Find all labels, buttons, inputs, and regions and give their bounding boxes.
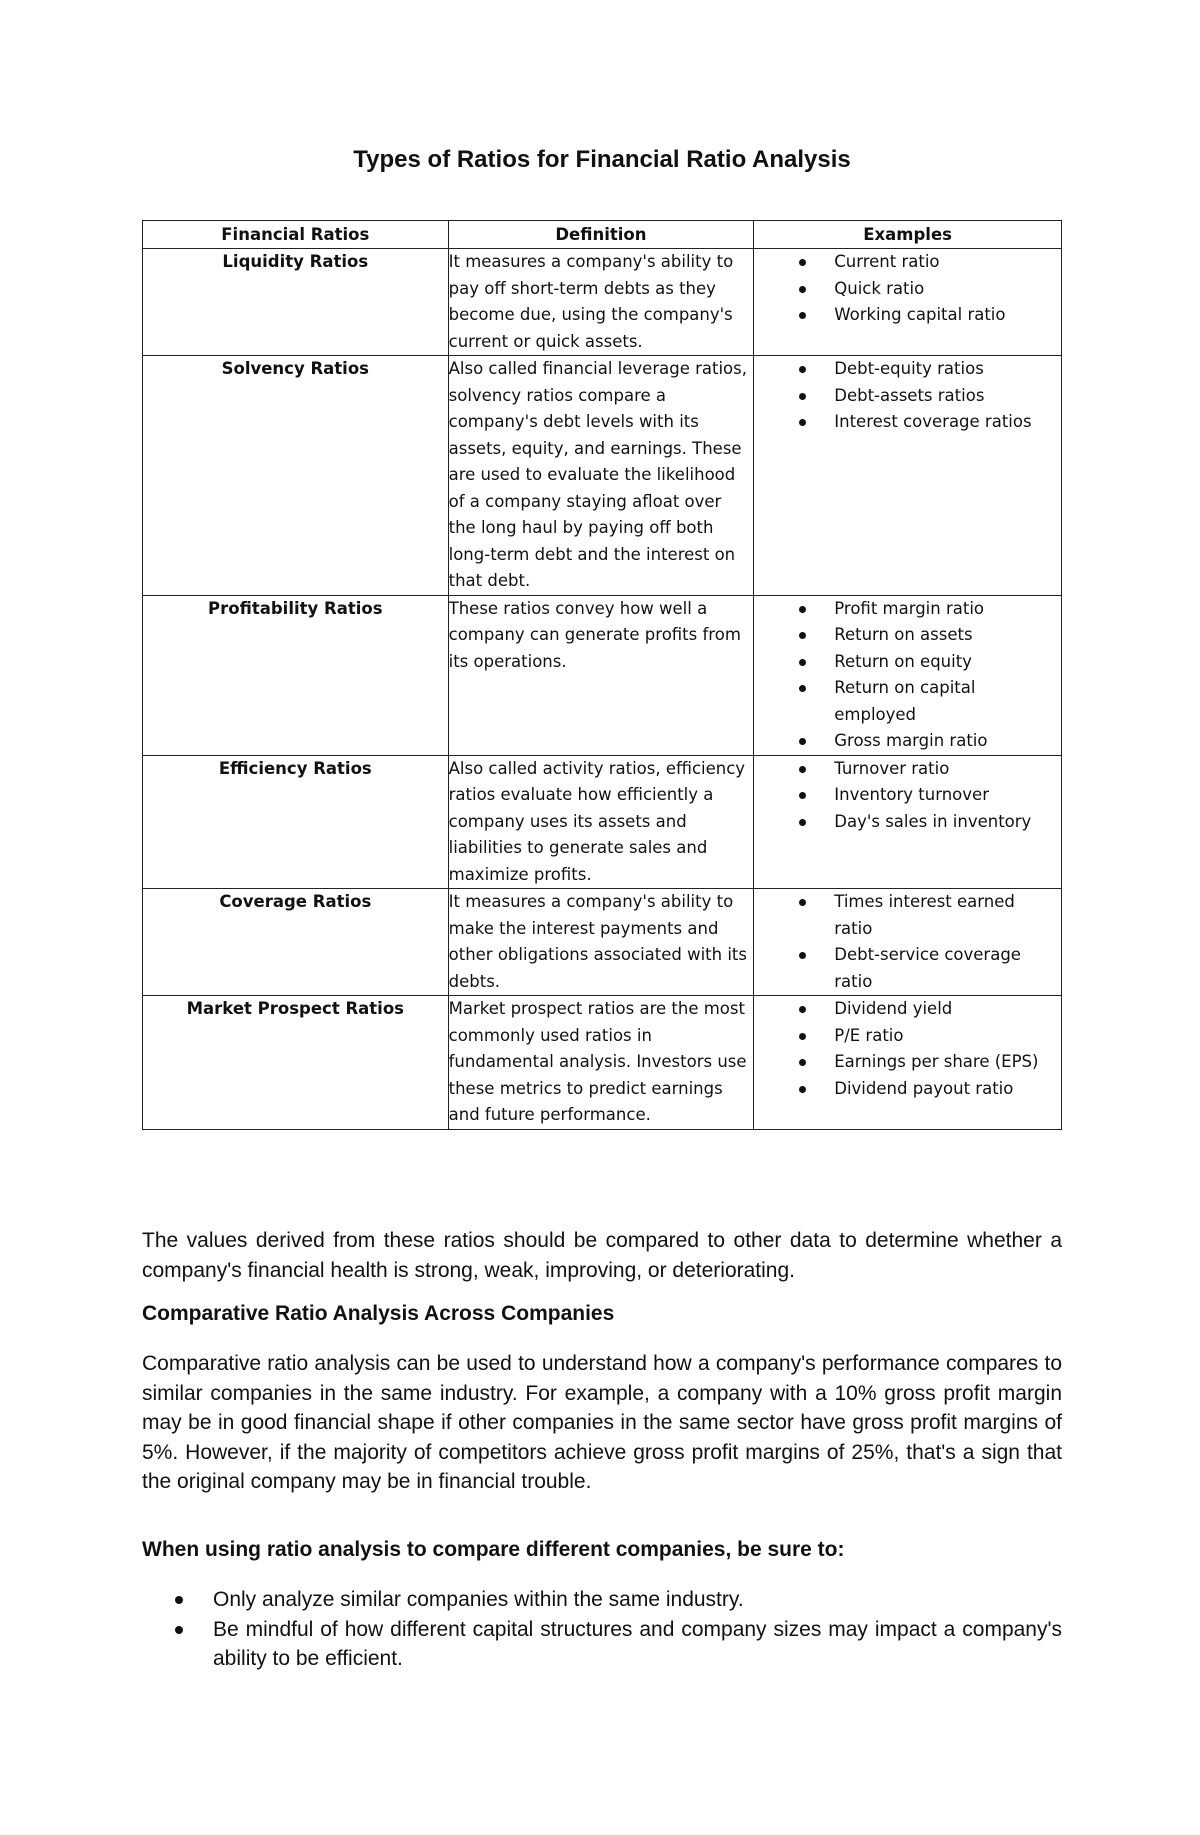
page-title: Types of Ratios for Financial Ratio Analysis (353, 146, 851, 173)
table-row-efficiency (143, 755, 1062, 889)
example-item: Gross margin ratio (754, 728, 1055, 755)
ratio-definition: These ratios convey how well a company can generate profits from its operations. (448, 595, 754, 755)
ratio-definition: Market prospect ratios are the most commonly used ratios in fundamental analysis. Investors use these metrics to predict earnings and future performance. (448, 996, 754, 1130)
example-item: Inventory turnover (754, 782, 1055, 809)
example-item: Earnings per share (EPS) (754, 1049, 1055, 1076)
summary-paragraph: The values derived from these ratios should be compared to other data to determine whether a company's financial health is strong, weak, improving, or deteriorating. (142, 1229, 1062, 1282)
header-financial-ratios: Financial Ratios (143, 221, 449, 249)
ratio-examples (754, 755, 1062, 889)
table-header-row (143, 221, 1062, 249)
ratio-definition: Also called activity ratios, efficiency ratios evaluate how efficiently a company uses its assets and liabilities to generate sales and maximize profits. (448, 755, 754, 889)
ratio-examples (754, 249, 1062, 356)
ratio-definition: It measures a company's ability to make the interest payments and other obligations associated with its debts. (448, 889, 754, 996)
example-item: Profit margin ratio (754, 596, 1055, 623)
ratio-definition: Also called financial leverage ratios, solvency ratios compare a company's debt levels with its assets, equity, and earnings. These are used to evaluate the likelihood of a company staying afloat over the long haul by paying off both long-term debt and the interest on that debt. (448, 356, 754, 596)
checklist (142, 1585, 1062, 1674)
table-row-profitability (143, 595, 1062, 755)
example-item: Dividend payout ratio (754, 1076, 1055, 1103)
ratio-examples (754, 996, 1062, 1130)
example-item: Quick ratio (754, 276, 1055, 303)
example-item: Debt-service coverage ratio (754, 942, 1055, 995)
table-row-solvency (143, 356, 1062, 596)
ratio-examples (754, 356, 1062, 596)
example-item: Times interest earned ratio (754, 889, 1055, 942)
example-item: Debt-equity ratios (754, 356, 1055, 383)
example-item: Return on assets (754, 622, 1055, 649)
ratios-table (142, 220, 1062, 1130)
example-item: Dividend yield (754, 996, 1055, 1023)
example-item: Current ratio (754, 249, 1055, 276)
list-item: Be mindful of how different capital structures and company sizes may impact a company's ability to be efficient. (142, 1615, 1062, 1674)
ratio-name: Efficiency Ratios (143, 755, 449, 889)
ratio-examples (754, 889, 1062, 996)
header-examples: Examples (754, 221, 1062, 249)
ratio-name: Coverage Ratios (143, 889, 449, 996)
section-paragraph: Comparative ratio analysis can be used to understand how a company's performance compares to similar companies in the same industry. For example, a company with a 10% gross profit margin may be in good financial shape if other companies in the same sector have gross profit margins of 5%. However, if the majority of competitors achieve gross profit margins of 25%, that's a sign that the original company may be in financial trouble. (142, 1352, 1062, 1493)
list-item: Only analyze similar companies within the same industry. (142, 1585, 1062, 1615)
example-item: Return on capital employed (754, 675, 1055, 728)
section-heading: Comparative Ratio Analysis Across Companies (142, 1302, 615, 1325)
ratio-name: Liquidity Ratios (143, 249, 449, 356)
example-item: Day's sales in inventory (754, 809, 1055, 836)
example-item: Debt-assets ratios (754, 383, 1055, 410)
example-item: Turnover ratio (754, 756, 1055, 783)
ratio-examples (754, 595, 1062, 755)
example-item: Return on equity (754, 649, 1055, 676)
header-definition: Definition (448, 221, 754, 249)
table-row-coverage (143, 889, 1062, 996)
ratio-name: Solvency Ratios (143, 356, 449, 596)
table-row-market-prospect (143, 996, 1062, 1130)
ratio-name: Profitability Ratios (143, 595, 449, 755)
ratio-name: Market Prospect Ratios (143, 996, 449, 1130)
example-item: P/E ratio (754, 1023, 1055, 1050)
table-row-liquidity (143, 249, 1062, 356)
ratio-definition: It measures a company's ability to pay off short-term debts as they become due, using the company's current or quick assets. (448, 249, 754, 356)
example-item: Working capital ratio (754, 302, 1055, 329)
checklist-heading: When using ratio analysis to compare different companies, be sure to: (142, 1538, 845, 1561)
example-item: Interest coverage ratios (754, 409, 1055, 436)
